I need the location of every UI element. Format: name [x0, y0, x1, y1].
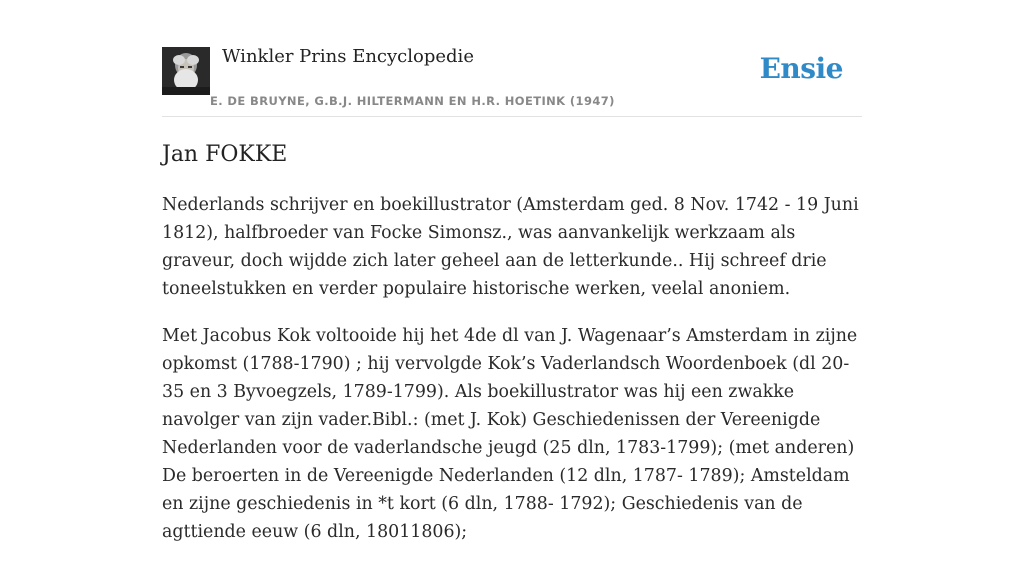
- site-header: [162, 46, 862, 117]
- portrait-icon: [162, 47, 210, 95]
- ensie-logo[interactable]: Ensie: [759, 52, 843, 85]
- author-portrait-avatar[interactable]: [162, 47, 210, 95]
- authors-credit: E. DE BRUYNE, G.B.J. HILTERMANN EN H.R. HOETINK (1947): [210, 94, 615, 108]
- article-content: [162, 139, 862, 565]
- article-title: Jan FOKKE: [162, 142, 288, 167]
- site-title[interactable]: Winkler Prins Encyclopedie: [222, 46, 474, 67]
- article-paragraph: Met Jacobus Kok voltooide hij het 4de dl van J. Wagenaar’s Amsterdam in zijne opkomst (1788-1790) ; hij vervolgde Kok’s Vaderlandsch Woordenboek (dl 20-35 en 3 Byvoegzels, 1789-1799). Als boekillustrator was hij een zwakke navolger van zijn vader.Bibl.: (met J. Kok) Geschiedenissen der Vereenigde Nederlanden voor de vaderlandsche jeugd (25 dln, 1783-1799); (met anderen) De beroerten in de Vereenigde Nederlanden (12 dln, 1787- 1789); Amsteldam en zijne geschiedenis in *t kort (6 dln, 1788- 1792); Geschiedenis van de agttiende eeuw (6 dln, 18011806);: [162, 326, 858, 542]
- article-paragraph: Nederlands schrijver en boekillustrator (Amsterdam ged. 8 Nov. 1742 - 19 Juni 1812), halfbroeder van Focke Simonsz., was aanvankelijk werkzaam als graveur, doch wijdde zich later geheel aan de letterkunde.. Hij schreef drie toneelstukken en verder populaire historische werken, veelal anoniem.: [162, 195, 859, 299]
